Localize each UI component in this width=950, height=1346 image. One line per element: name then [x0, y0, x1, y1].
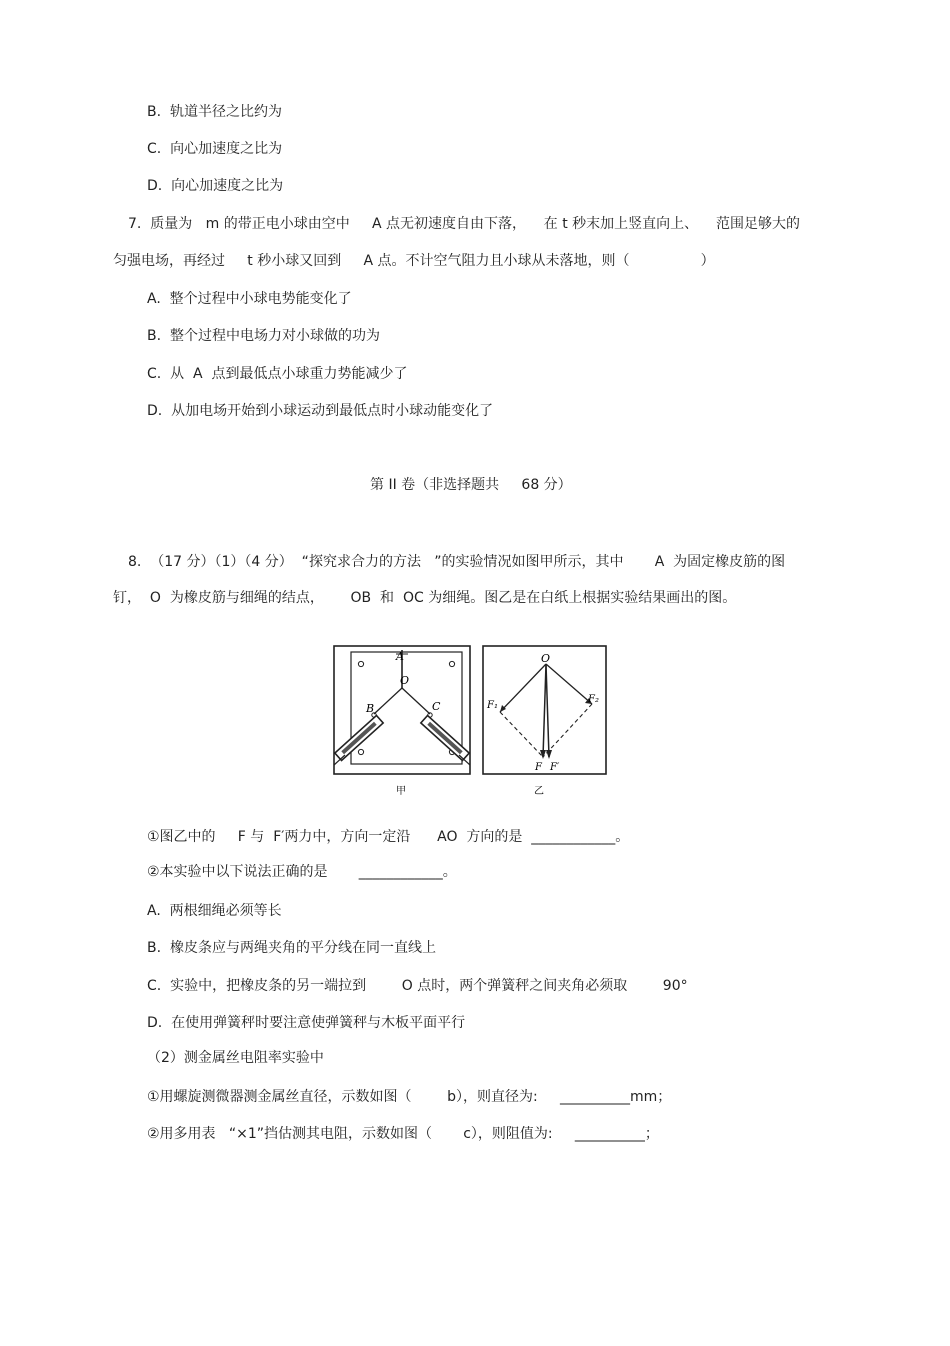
q7-stem-line1: 7. 质量为 m 的带正电小球由空中 A 点无初速度自由下落， 在 t 秒末加上竖直向上、 范围足够大的: [128, 216, 800, 232]
q6-option-d: D. 向心加速度之比为: [147, 178, 284, 194]
figure-left-panel: [334, 646, 470, 797]
label-o-right: O: [541, 652, 551, 665]
label-c: C: [432, 700, 441, 713]
q7-option-c: C. 从 A 点到最低点小球重力势能减少了: [147, 366, 408, 382]
q8-option-c: C. 实验中，把橡皮条的另一端拉到 O 点时，两个弹簧秤之间夹角必须取 90°: [147, 978, 688, 994]
q6-option-c: C. 向心加速度之比为: [147, 141, 283, 157]
caption-right: 乙: [534, 786, 544, 797]
q8-stem-line2: 钉， O 为橡皮筋与细绳的结点， OB 和 OC 为细绳。图乙是在白纸上根据实验结果画出的图。: [113, 590, 737, 606]
q7-option-b: B. 整个过程中电场力对小球做的功为: [147, 328, 380, 344]
label-f-prime: F′: [550, 762, 560, 773]
q8-stem-line1: 8. （17 分）（1）（4 分） “探究求合力的方法 ”的实验情况如图甲所示，其中 A 为固定橡皮筋的图: [128, 554, 786, 570]
q8-part2-title: （2）测金属丝电阻率实验中: [147, 1050, 324, 1066]
section-title: 第 II 卷（非选择题共 68 分）: [370, 477, 572, 493]
q8-option-a: A. 两根细绳必须等长: [147, 903, 282, 919]
q7-option-d: D. 从加电场开始到小球运动到最低点时小球动能变化了: [147, 403, 494, 419]
q8-part2-q2: ②用多用表 “×1”挡估测其电阻，示数如图（ c），则阻值为: __________；: [147, 1126, 659, 1142]
q7-stem-line2: 匀强电场，再经过 t 秒小球又回到 A 点。不计空气阻力且小球从未落地，则（ ）: [113, 253, 715, 269]
figure-right-panel: [483, 646, 606, 797]
q8-part2-q1: ①用螺旋测微器测金属丝直径，示数如图（ b），则直径为: __________mm；: [147, 1089, 672, 1105]
q8-sub2: ②本实验中以下说法正确的是 ____________。: [147, 864, 457, 880]
label-f1: F₁: [487, 700, 498, 711]
q8-sub1: ①图乙中的 F 与 F′两力中，方向一定沿 AO 方向的是 ____________。: [147, 829, 630, 845]
label-a: A: [396, 650, 404, 663]
q8-option-d: D. 在使用弹簧秤时要注意使弹簧秤与木板平面平行: [147, 1015, 466, 1031]
q8-option-b: B. 橡皮条应与两绳夹角的平分线在同一直线上: [147, 940, 436, 956]
label-f2: F₂: [588, 694, 599, 705]
label-b: B: [366, 702, 375, 715]
q7-option-a: A. 整个过程中小球电势能变化了: [147, 291, 352, 307]
experiment-figure: [330, 640, 630, 800]
q6-option-b: B. 轨道半径之比约为: [147, 104, 282, 120]
label-f: F: [535, 762, 542, 773]
caption-left: 甲: [396, 786, 406, 797]
label-o-left: O: [400, 674, 410, 687]
